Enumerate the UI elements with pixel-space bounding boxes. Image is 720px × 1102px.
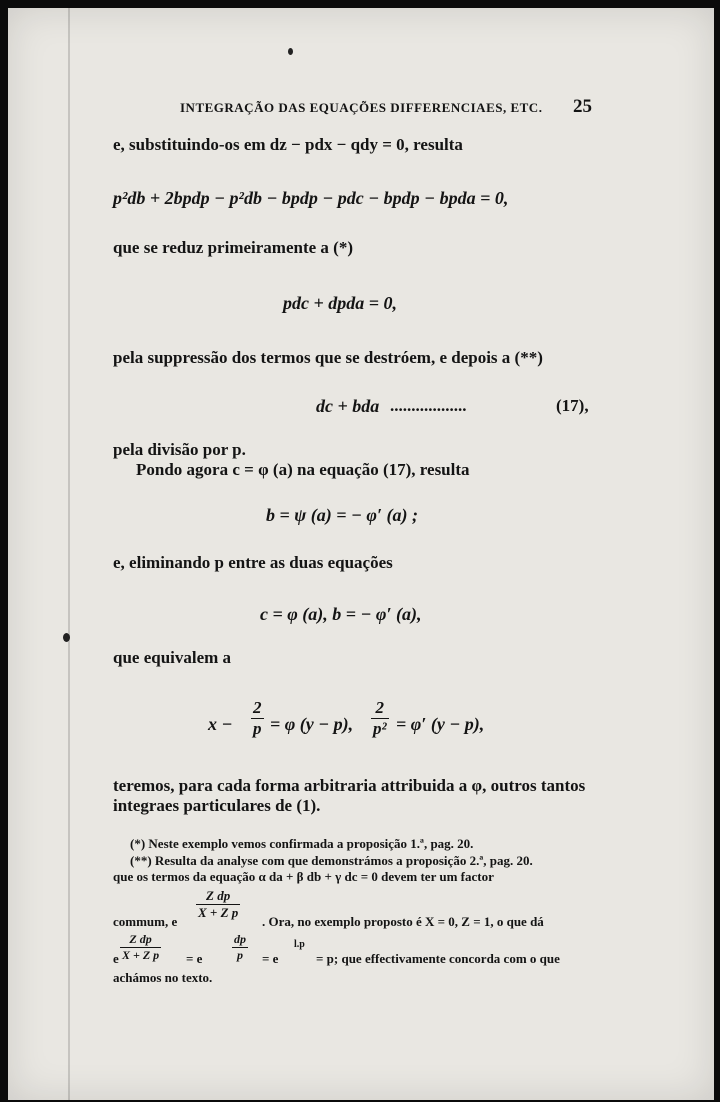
footnote-2-line-2: que os termos da equação α da + β db + γ dc = 0 devem ter um factor <box>113 869 494 884</box>
text-line-5: Pondo agora c = φ (a) na equação (17), resulta <box>136 460 470 479</box>
ink-speck <box>288 48 293 55</box>
page-number: 25 <box>573 96 592 117</box>
fraction-denominator: X + Z p <box>122 948 160 962</box>
footnote-2-line-3-post: . Ora, no exemplo proposto é X = 0, Z = 1, o que dá <box>262 914 544 929</box>
running-header: INTEGRAÇÃO DAS EQUAÇÕES DIFFERENCIAES, ETC. <box>180 100 543 115</box>
text-line-2: que se reduz primeiramente a (*) <box>113 238 353 257</box>
text-line-1: e, substituindo-os em dz − pdx − qdy = 0, resulta <box>113 135 463 154</box>
footnote-eq-1: = e <box>186 951 203 966</box>
equation-6-middle: = φ (y − p), <box>270 714 354 734</box>
fraction-numerator: Z dp <box>120 932 161 948</box>
footnote-2-line-3-pre: commum, e <box>113 914 178 929</box>
footnote-exponent: l.p <box>294 939 305 950</box>
equation-3-leader: .................. <box>390 396 467 415</box>
footnote-eq-2: = e <box>262 951 279 966</box>
fraction-numerator: Z dp <box>196 888 240 905</box>
text-line-8: teremos, para cada forma arbitraria attribuida a φ, outros tantos <box>113 776 586 795</box>
text-line-3: pela suppressão dos termos que se destróem, e depois a (**) <box>113 348 543 367</box>
book-page <box>8 8 714 1100</box>
footnote-2: (**) Resulta da analyse com que demonstrámos a proposição 2.ª, pag. 20. <box>130 853 533 868</box>
footnote-fraction-b <box>120 932 161 963</box>
equation-3-number: (17), <box>556 396 589 415</box>
text-line-6: e, eliminando p entre as duas equações <box>113 553 393 572</box>
fraction-denominator: X + Z p <box>198 905 239 920</box>
equation-2: pdc + dpda = 0, <box>283 293 398 313</box>
ink-speck <box>63 633 70 642</box>
footnote-fraction-a <box>196 888 240 921</box>
equation-4: b = ψ (a) = − φ′ (a) ; <box>266 505 419 525</box>
equation-3: dc + bda <box>316 396 380 416</box>
fraction-1-denominator: p <box>253 719 262 738</box>
footnote-line-5: achámos no texto. <box>113 970 213 985</box>
footnote-1: (*) Neste exemplo vemos confirmada a proposição 1.ª, pag. 20. <box>130 836 474 851</box>
page-fold-shadow <box>68 8 70 1100</box>
fraction-1-numerator: 2 <box>253 698 262 717</box>
footnote-fraction-c <box>232 932 248 963</box>
fraction-numerator: dp <box>234 932 246 946</box>
footnote-exp-base: e <box>113 951 119 966</box>
equation-6-end: = φ′ (y − p), <box>396 714 485 734</box>
equation-5: c = φ (a), b = − φ′ (a), <box>260 604 422 624</box>
fraction-2-denominator: p² <box>373 719 387 738</box>
fraction-2-numerator: 2 <box>371 698 389 719</box>
equation-1: p²db + 2bpdp − p²db − bpdp − pdc − bpdp − bpda = 0, <box>113 188 509 208</box>
fraction-denominator: p <box>237 948 243 962</box>
text-line-7: que equivalem a <box>113 648 232 667</box>
equation-6-fraction-1 <box>251 698 264 739</box>
text-line-4: pela divisão por p. <box>113 440 246 459</box>
text-line-9: integraes particulares de (1). <box>113 796 321 815</box>
footnote-line-4-post: = p; que effectivamente concorda com o que <box>316 951 560 966</box>
equation-6-lhs: x − <box>208 714 233 734</box>
equation-6-fraction-2 <box>371 698 389 739</box>
